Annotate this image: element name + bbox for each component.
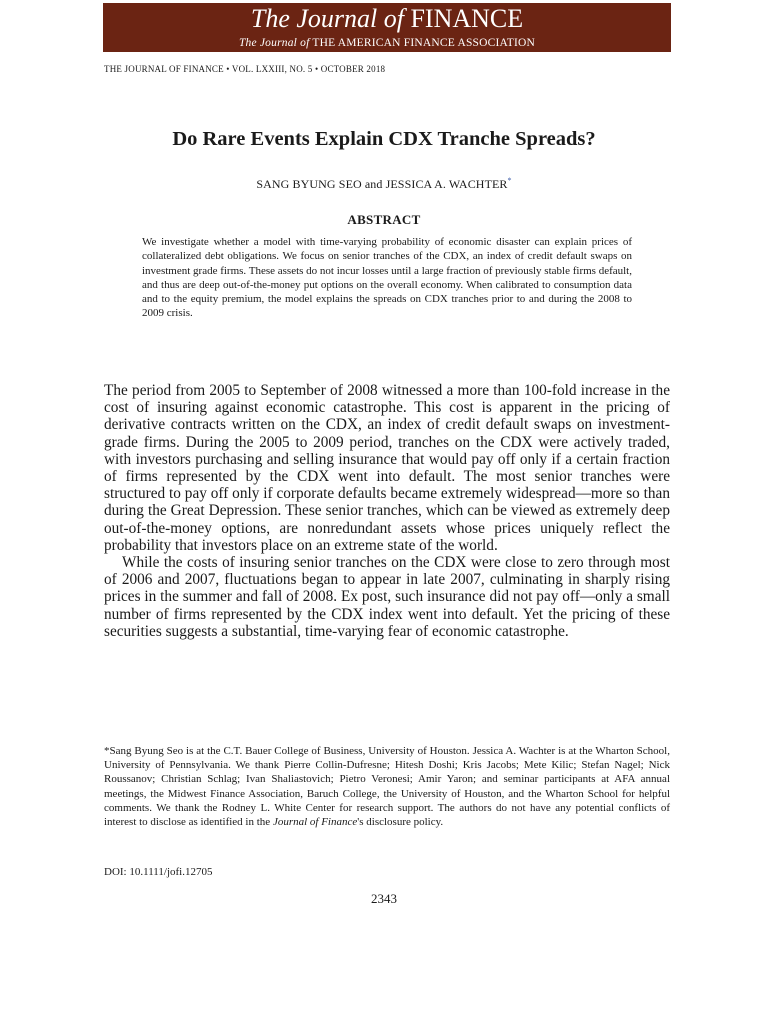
journal-title-caps: FINANCE (410, 4, 524, 33)
journal-subtitle-italic: The Journal of (238, 37, 310, 49)
abstract-text: We investigate whether a model with time-varying probability of economic disaster can explain prices of collateralized debt obligations. We focus on senior tranches of the CDX, an index of credit default swaps on investment grade firms. These assets do not incur losses until a large fraction of previously stable firms default, and thus are deep out-of-the-money put options on the overall economy. When calibrated to consumption data and to the equity premium, the model explains the spreads on CDX tranches prior to and during the 2008 to 2009 crisis. (142, 236, 632, 320)
footnote-body: *Sang Byung Seo is at the C.T. Bauer College of Business, University of Houston. Jessica A. Wachter is at the Wharton School, University of Pennsylvania. We thank Pierre Collin-Dufresne; Hitesh Doshi; Kris Jacobs; Mete Kilic; Stefan Nagel; Nick Roussanov; Christian Schlag; Ivan Shaliastovich; Pietro Veronesi; Amir Yaron; and seminar participants at AFA annual meetings, the Midwest Finance Association, Baruch College, the University of Houston, and the Wharton School for helpful comments. We thank the Rodney L. White Center for research support. The authors do not have any potential conflicts of interest to disclose as identified in the (104, 745, 670, 829)
author-footnote (104, 744, 670, 829)
body-paragraph: The period from 2005 to September of 2008 witnessed a more than 100-fold increase in the cost of insuring against economic catastrophe. This cost is apparent in the pricing of derivative contracts written on the CDX, an index of credit default swaps on investment-grade firms. During the 2005 to 2009 period, tranches on the CDX were actively traded, with investors purchasing and selling insurance that would pay off only if a certain fraction of firms represented by the CDX went into default. The most senior tranches were structured to pay off only if corporate defaults became extremely widespread—more so than during the Great Depression. These senior tranches, which can be viewed as extremely deep out-of-the-money options, are nonredundant assets whose prices uniquely reflect the probability that investors place on an extreme state of the world. (104, 382, 670, 554)
article-title: Do Rare Events Explain CDX Tranche Spreads? (172, 128, 596, 150)
journal-subtitle-caps: THE AMERICAN FINANCE ASSOCIATION (312, 37, 536, 49)
running-head: THE JOURNAL OF FINANCE • VOL. LXXIII, NO. 5 • OCTOBER 2018 (104, 64, 386, 74)
author-names: SANG BYUNG SEO and JESSICA A. WACHTER (256, 177, 508, 191)
footnote-suffix: 's disclosure policy. (357, 816, 444, 829)
journal-title (103, 4, 671, 34)
journal-banner (103, 3, 671, 52)
author-footnote-mark[interactable]: * (507, 176, 512, 185)
page-number: 2343 (371, 891, 397, 906)
journal-title-italic: The Journal of (250, 4, 404, 33)
abstract-heading: ABSTRACT (347, 212, 421, 227)
journal-subtitle (103, 36, 671, 50)
footnote-journal: Journal of Finance (272, 816, 358, 829)
body-paragraph: While the costs of insuring senior tranches on the CDX were close to zero through most of 2006 and 2007, fluctuations began to appear in late 2007, culminating in sharply rising prices in the summer and fall of 2008. Ex post, such insurance did not pay off—only a small number of firms represented by the CDX index went into default. Yet the pricing of these securities suggests a substantial, time-varying fear of economic catastrophe. (104, 554, 670, 640)
body-text (104, 382, 670, 640)
article-authors (0, 176, 768, 192)
footnote-text (104, 744, 670, 829)
doi: DOI: 10.1111/jofi.12705 (104, 866, 213, 878)
